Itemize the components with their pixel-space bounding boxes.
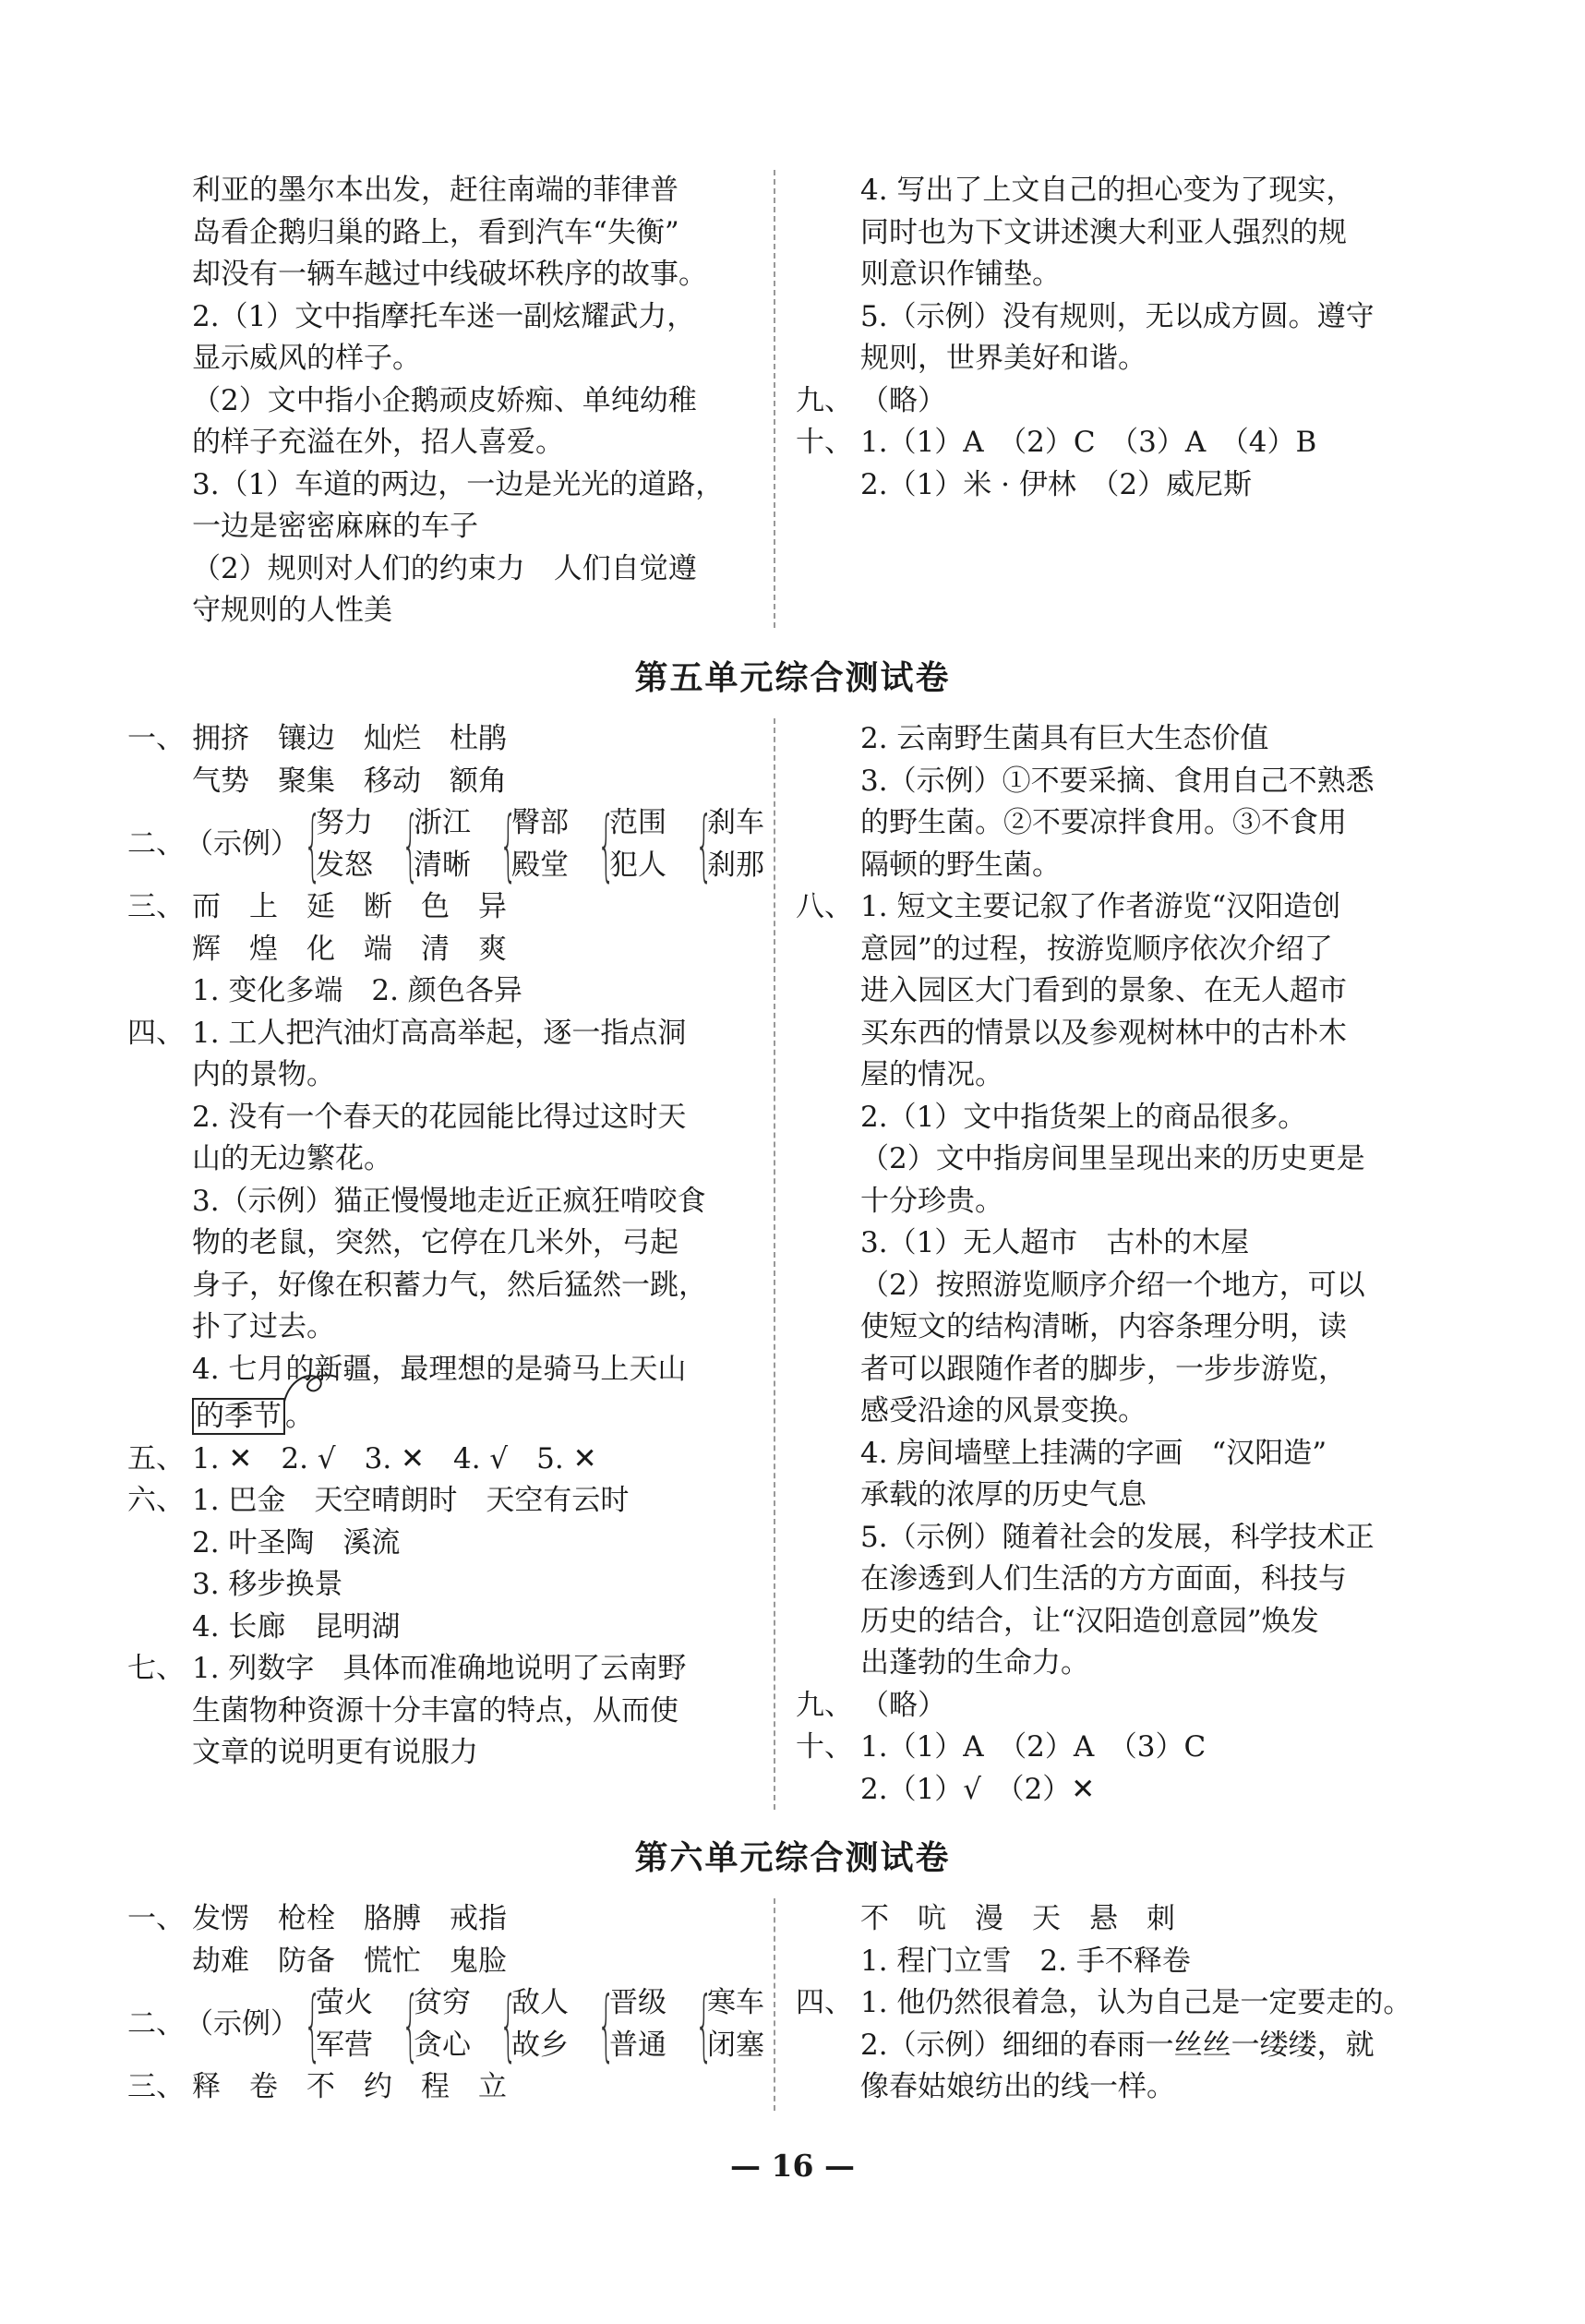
text-line: 2. 没有一个春天的花园能比得过这时天 bbox=[192, 1100, 687, 1134]
section-label: 八、 bbox=[796, 890, 853, 923]
text-line: 2.（1）文中指货架上的商品很多。 bbox=[860, 1100, 1307, 1134]
brace-icon: { bbox=[499, 1979, 517, 2070]
brace-icon: { bbox=[597, 1979, 615, 2070]
text-line: 的样子充溢在外，招人喜爱。 bbox=[192, 426, 564, 459]
text-line: 4. 写出了上文自己的担心变为了现实， bbox=[860, 174, 1355, 207]
text-line: 利亚的墨尔本出发，赶往南端的菲律普 bbox=[192, 174, 678, 207]
text-line: 5.（示例）随着社会的发展，科学技术正 bbox=[860, 1520, 1375, 1554]
answer-text: 1. 短文主要记叙了作者游览“汉阳造创 bbox=[860, 890, 1341, 923]
text-line: 却没有一辆车越过中线破坏秩序的故事。 bbox=[192, 258, 707, 291]
answer-text: 释 卷 不 约 程 立 bbox=[192, 2070, 507, 2103]
unit6-left-column bbox=[127, 1898, 788, 2109]
section-label: 二、 bbox=[127, 826, 185, 861]
column-divider bbox=[774, 1898, 775, 2111]
word-pair: 臀部 殿堂 bbox=[511, 806, 569, 882]
answer-text: 1. 工人把汽油灯高高举起，逐一指点洞 bbox=[192, 1016, 687, 1050]
answer-text: 1. ✕ 2. √ 3. ✕ 4. √ 5. ✕ bbox=[192, 1441, 597, 1475]
text-line: 文章的说明更有说服力 bbox=[192, 1736, 478, 1769]
unit5-right-column bbox=[796, 718, 1375, 1811]
text-line: 进入园区大门看到的景象、在无人超市 bbox=[860, 974, 1347, 1007]
answer-text: 发愣 枪栓 胳膊 戒指 bbox=[192, 1902, 507, 1935]
text-line: 扑了过去。 bbox=[192, 1310, 335, 1343]
text-line: 5.（示例）没有规则，无以成方圆。遵守 bbox=[860, 299, 1375, 333]
text-line: 4. 长廊 昆明湖 bbox=[192, 1609, 401, 1644]
section-label: 六、 bbox=[127, 1484, 185, 1517]
brace-icon: { bbox=[499, 799, 517, 890]
answer-text: 1. 列数字 具体而准确地说明了云南野 bbox=[192, 1652, 687, 1685]
section-label: 一、 bbox=[127, 1902, 185, 1935]
brace-group bbox=[127, 1979, 788, 2070]
question-nine bbox=[796, 380, 1375, 423]
brace-icon: { bbox=[402, 1979, 419, 2070]
text-line: 3. 移步换景 bbox=[192, 1568, 343, 1601]
text-line: （2）规则对人们的约束力 人们自觉遵 bbox=[192, 551, 697, 585]
text-line: 2.（示例）细细的春雨一丝丝一缕缕，就 bbox=[860, 2028, 1375, 2062]
section-label: 三、 bbox=[127, 890, 185, 923]
section-label: 二、 bbox=[127, 2006, 185, 2041]
text-line: 出蓬勃的生命力。 bbox=[860, 1646, 1089, 1680]
section-label: 九、 bbox=[796, 1688, 853, 1722]
word-pair: 浙江 清晰 bbox=[414, 806, 471, 882]
text-line: 3.（示例）①不要采摘、食用自己不熟悉 bbox=[860, 764, 1375, 798]
text-line: 则意识作铺垫。 bbox=[860, 258, 1061, 291]
answer-text: （略） bbox=[860, 1688, 946, 1722]
answer-text: （略） bbox=[860, 383, 946, 417]
text-line: 一边是密密麻麻的车子 bbox=[192, 510, 478, 543]
text-line: 者可以跟随作者的脚步，一步步游览， bbox=[860, 1352, 1347, 1386]
section-label: 七、 bbox=[127, 1652, 185, 1685]
text-line: 4. 七月的新疆，最理想的是骑马上天山 bbox=[192, 1352, 687, 1386]
text-line: 隔顿的野生菌。 bbox=[860, 848, 1061, 882]
boxed-phrase: 的季节 bbox=[192, 1398, 285, 1435]
text-line: 生菌物种资源十分丰富的特点，从而使 bbox=[192, 1693, 678, 1728]
text-line: （2）按照游览顺序介绍一个地方，可以 bbox=[860, 1268, 1365, 1302]
text-line: 辉 煌 化 端 清 爽 bbox=[192, 932, 507, 966]
text-line: 意园”的过程，按游览顺序依次介绍了 bbox=[860, 932, 1333, 966]
text-line: 2. 云南野生菌具有巨大生态价值 bbox=[860, 722, 1269, 755]
text-line: 身子，好像在积蓄力气，然后猛然一跳， bbox=[192, 1268, 707, 1302]
text-line: 2.（1）√ （2）✕ bbox=[860, 1772, 1096, 1806]
text-line: 3.（1）无人超市 古朴的木屋 bbox=[860, 1226, 1250, 1259]
text-line: 2. 叶圣陶 溪流 bbox=[192, 1525, 401, 1559]
text-line: （2）文中指房间里呈现出来的历史更是 bbox=[860, 1142, 1365, 1175]
brace-icon: { bbox=[304, 799, 321, 890]
brace-icon: { bbox=[695, 799, 713, 890]
word-pair: 寒车 闭塞 bbox=[707, 1986, 764, 2062]
text-line: 3.（1）车道的两边，一边是光光的道路， bbox=[192, 467, 725, 501]
proofreading-mark-icon bbox=[281, 1368, 345, 1405]
answer-text: 而 上 延 断 色 异 bbox=[192, 890, 507, 923]
answer-text: 1.（1）A （2）A （3）C bbox=[860, 1730, 1207, 1764]
text-line: （2）文中指小企鹅顽皮娇痴、单纯幼稚 bbox=[192, 383, 697, 417]
text-line: 1. 变化多端 2. 颜色各异 bbox=[192, 974, 522, 1007]
word-pair: 敌人 故乡 bbox=[511, 1986, 569, 2062]
word-pair: 范围 犯人 bbox=[609, 806, 666, 882]
text-line: 屋的情况。 bbox=[860, 1058, 1003, 1091]
text-line: 1. 程门立雪 2. 手不释卷 bbox=[860, 1944, 1191, 1978]
unit5-title: 第五单元综合测试卷 bbox=[634, 658, 951, 697]
text-line: 历史的结合，让“汉阳造创意园”焕发 bbox=[860, 1604, 1319, 1638]
text-line: 在渗透到人们生活的方方面面，科技与 bbox=[860, 1562, 1347, 1595]
word-pair: 刹车 刹那 bbox=[707, 806, 764, 882]
text-line: 气势 聚集 移动 额角 bbox=[192, 764, 507, 798]
text-line: 2.（1）米 · 伊林 （2）威尼斯 bbox=[860, 467, 1253, 501]
text-line: 的野生菌。②不要凉拌食用。③不食用 bbox=[860, 806, 1347, 839]
page-number: — 16 — bbox=[730, 2148, 855, 2184]
period: 。 bbox=[285, 1400, 314, 1433]
brace-group bbox=[127, 799, 788, 890]
section-label: 一、 bbox=[127, 722, 185, 755]
text-line: 不 吭 漫 天 悬 刺 bbox=[860, 1902, 1175, 1935]
section-label: 四、 bbox=[796, 1986, 853, 2019]
word-pair: 努力 发怒 bbox=[316, 806, 373, 882]
brace-icon: { bbox=[695, 1979, 713, 2070]
section-label: 十、 bbox=[796, 1730, 853, 1764]
answer-text: 1. 巴金 天空晴朗时 天空有云时 bbox=[192, 1484, 630, 1517]
unit6-right-column bbox=[796, 1898, 1411, 2109]
unit4-right-column bbox=[796, 170, 1375, 506]
text-line: 岛看企鹅归巢的路上，看到汽车“失衡” bbox=[192, 215, 679, 249]
section-label: 五、 bbox=[127, 1441, 185, 1475]
text-line: 感受沿途的风景变换。 bbox=[860, 1394, 1147, 1427]
brace-icon: { bbox=[304, 1979, 321, 2070]
text-line: 劫难 防备 慌忙 鬼脸 bbox=[192, 1944, 507, 1978]
word-pair: 贫穷 贪心 bbox=[414, 1986, 471, 2062]
text-line: 买东西的情景以及参观树林中的古朴木 bbox=[860, 1016, 1347, 1050]
section-label: 九、 bbox=[796, 383, 853, 417]
column-divider bbox=[774, 170, 775, 628]
brace-icon: { bbox=[597, 799, 615, 890]
text-line: 内的景物。 bbox=[192, 1058, 335, 1091]
text-line: 承载的浓厚的历史气息 bbox=[860, 1478, 1147, 1511]
boxed-answer-line bbox=[127, 1396, 788, 1439]
text-line: 2.（1）文中指摩托车迷一副炫耀武力， bbox=[192, 299, 696, 333]
unit5-left-column bbox=[127, 718, 788, 1775]
unit4-left-column bbox=[192, 170, 724, 632]
answer-text: 拥挤 镶边 灿烂 杜鹃 bbox=[192, 722, 507, 755]
text-line: 同时也为下文讲述澳大利亚人强烈的规 bbox=[860, 215, 1347, 249]
question-ten bbox=[796, 422, 1375, 464]
section-label: 四、 bbox=[127, 1016, 185, 1050]
text-line: 物的老鼠，突然，它停在几米外，弓起 bbox=[192, 1226, 678, 1259]
brace-icon: { bbox=[402, 799, 419, 890]
example-label: （示例） bbox=[185, 826, 299, 861]
word-pair: 晋级 普通 bbox=[609, 1986, 666, 2062]
text-line: 显示威风的样子。 bbox=[192, 342, 421, 375]
text-line: 山的无边繁花。 bbox=[192, 1142, 392, 1175]
text-line: 像春姑娘纺出的线一样。 bbox=[860, 2070, 1175, 2103]
unit6-title: 第六单元综合测试卷 bbox=[634, 1838, 951, 1877]
section-label: 十、 bbox=[796, 426, 853, 459]
text-line: 3.（示例）猫正慢慢地走近正疯狂啃咬食 bbox=[192, 1184, 706, 1218]
text-line: 4. 房间墙壁上挂满的字画 “汉阳造” bbox=[860, 1436, 1327, 1470]
text-line: 守规则的人性美 bbox=[192, 594, 392, 627]
example-label: （示例） bbox=[185, 2006, 299, 2041]
column-divider bbox=[774, 718, 775, 1810]
text-line: 使短文的结构清晰，内容条理分明，读 bbox=[860, 1310, 1347, 1343]
text-line: 十分珍贵。 bbox=[860, 1184, 1003, 1218]
answer-text: 1.（1）A （2）C （3）A （4）B bbox=[860, 426, 1317, 459]
word-pair: 萤火 军营 bbox=[316, 1986, 373, 2062]
text-line: 规则，世界美好和谐。 bbox=[860, 342, 1147, 375]
section-label: 三、 bbox=[127, 2070, 185, 2103]
answer-text: 1. 他仍然很着急，认为自己是一定要走的。 bbox=[860, 1986, 1412, 2019]
